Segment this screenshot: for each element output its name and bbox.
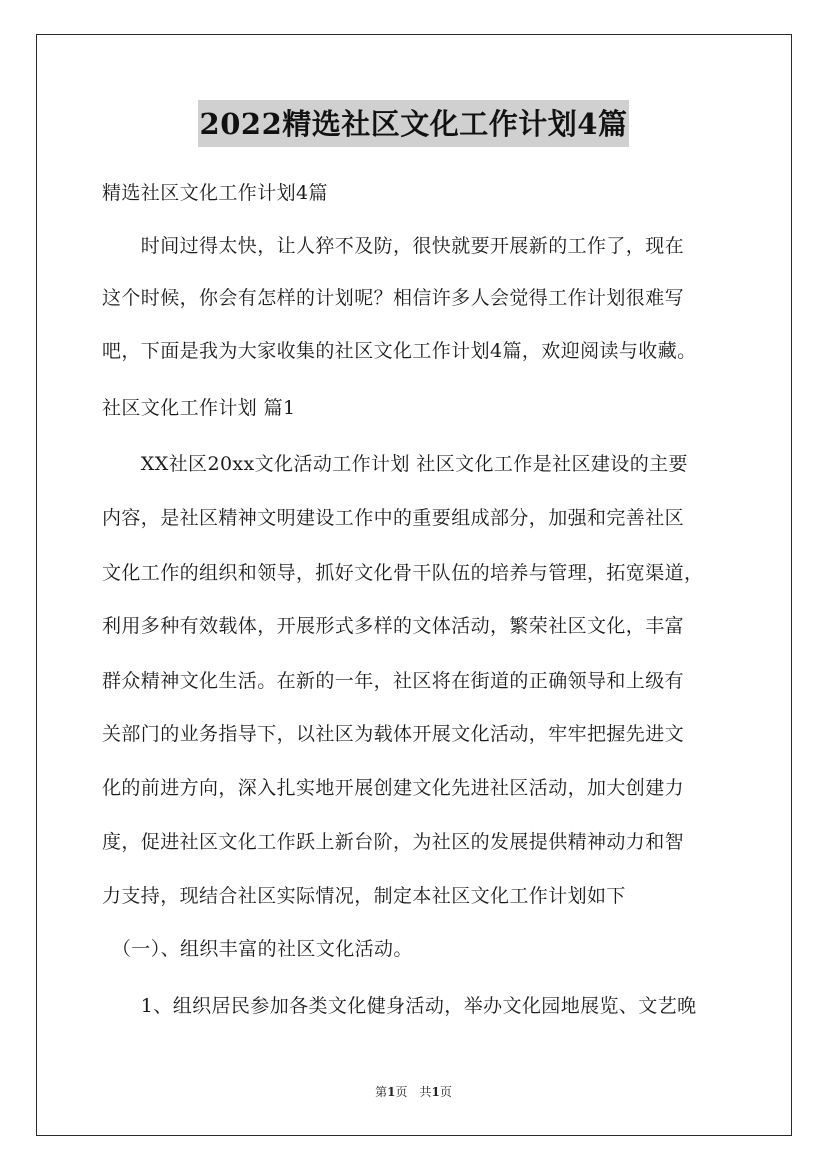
footer-prefix: 第: [375, 1085, 388, 1099]
title-container: [0, 100, 827, 147]
paragraph-line: 1、组织居民参加各类文化健身活动，举办文化园地展览、文艺晚: [102, 995, 697, 1017]
paragraph-line: 这个时候，你会有怎样的计划呢？相信许多人会觉得工作计划很难写: [102, 287, 685, 309]
paragraph-line: 化的前进方向，深入扎实地开展创建文化先进社区活动，加大创建力: [102, 777, 685, 799]
page-footer: [0, 1083, 827, 1100]
footer-page-total: 1: [431, 1085, 440, 1099]
paragraph-line: 利用多种有效载体，开展形式多样的文体活动，繁荣社区文化，丰富: [102, 615, 685, 637]
paragraph-line: 度，促进社区文化工作跃上新台阶，为社区的发展提供精神动力和智: [102, 831, 685, 853]
footer-page-current: 1: [387, 1085, 396, 1099]
subtitle-line: 精选社区文化工作计划4篇: [102, 182, 328, 204]
paragraph-line: 时间过得太快，让人猝不及防，很快就要开展新的工作了，现在: [102, 235, 685, 257]
subsection-heading: （一）、组织丰富的社区文化活动。: [102, 938, 413, 960]
document-title: 2022精选社区文化工作计划4篇: [198, 100, 630, 147]
paragraph-line: 关部门的业务指导下，以社区为载体开展文化活动，牢牢把握先进文: [102, 723, 685, 745]
paragraph-line: 内容，是社区精神文明建设工作中的重要组成部分，加强和完善社区: [102, 507, 685, 529]
paragraph-line: 群众精神文化生活。在新的一年，社区将在街道的正确领导和上级有: [102, 670, 685, 692]
paragraph-line: 吧，下面是我为大家收集的社区文化工作计划4篇，欢迎阅读与收藏。: [102, 340, 697, 362]
paragraph-line: 力支持，现结合社区实际情况，制定本社区文化工作计划如下: [102, 885, 626, 907]
footer-mid: 页 共: [395, 1085, 432, 1099]
footer-suffix: 页: [439, 1085, 452, 1099]
paragraph-line: XX社区20xx文化活动工作计划 社区文化工作是社区建设的主要: [102, 453, 688, 475]
paragraph-line: 文化工作的组织和领导，抓好文化骨干队伍的培养与管理，拓宽渠道，: [102, 562, 704, 584]
section-heading: 社区文化工作计划 篇1: [102, 397, 296, 419]
